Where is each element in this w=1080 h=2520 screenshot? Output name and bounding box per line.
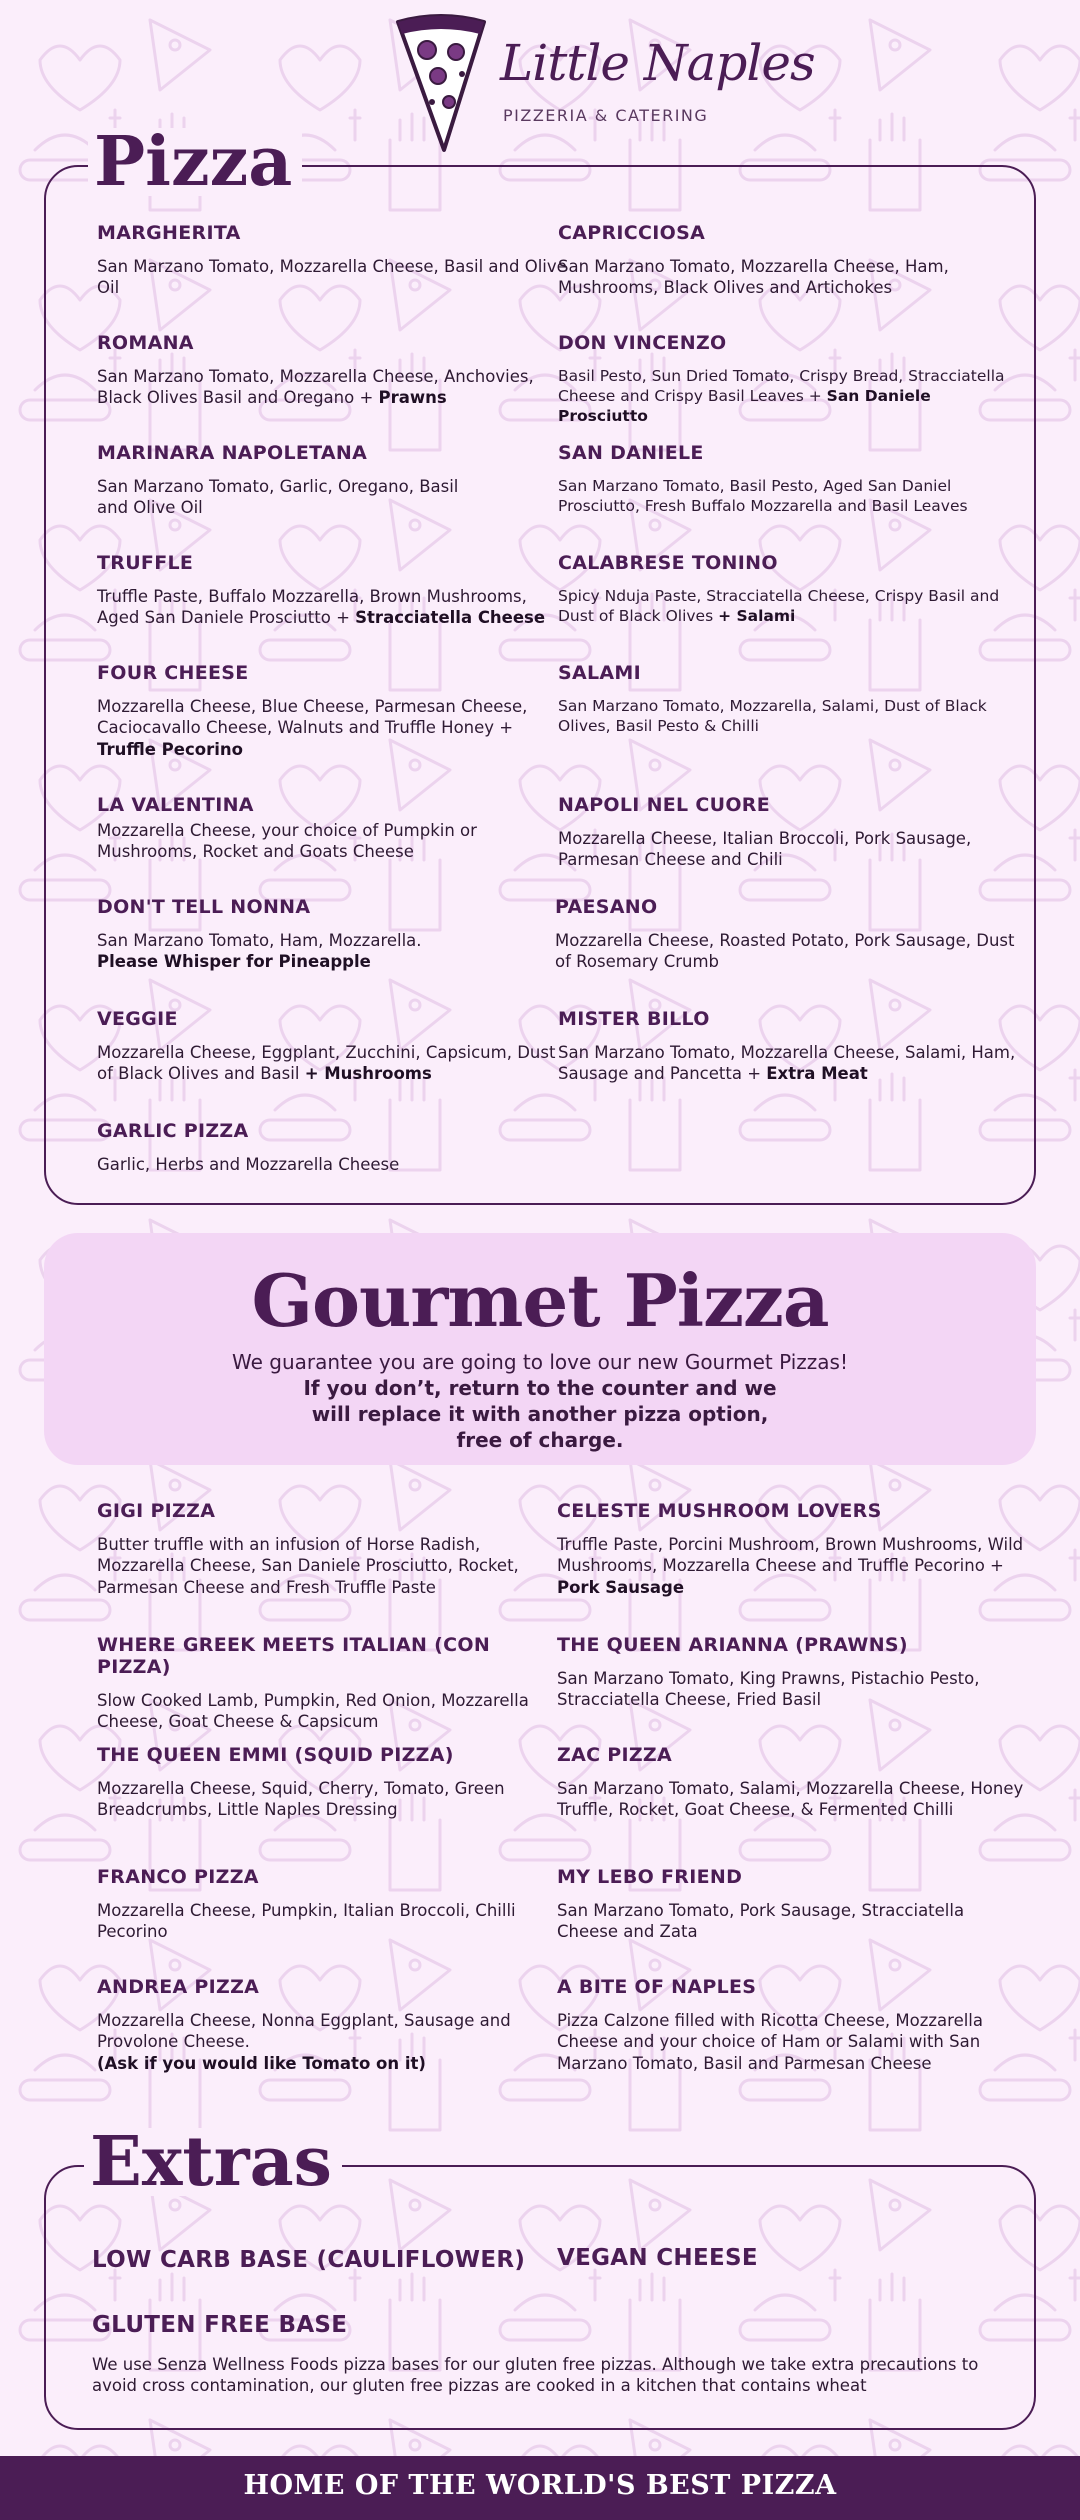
footer-slogan: HOME OF THE WORLD'S BEST PIZZA [243, 2470, 837, 2501]
item-desc: San Marzano Tomato, Salami, Mozzarella Cheese, Honey Truffle, Rocket, Goat Cheese, & Fermented Chilli [557, 1779, 1024, 1820]
item-name: CELESTE MUSHROOM LOVERS [557, 1500, 882, 1522]
item-name: CALABRESE TONINO [558, 552, 778, 574]
item-name: TRUFFLE [97, 552, 194, 574]
menu-item [557, 1634, 1027, 1711]
item-desc: San Marzano Tomato, Garlic, Oregano, Basil and Olive Oil [97, 477, 459, 518]
item-name: WHERE GREEK MEETS ITALIAN (CON PIZZA) [97, 1634, 491, 1678]
item-name: MARGHERITA [97, 222, 241, 244]
item-name: GIGI PIZZA [97, 1500, 216, 1522]
item-desc: Mozzarella Cheese, Squid, Cherry, Tomato, Green Breadcrumbs, Little Naples Dressing [97, 1779, 505, 1820]
item-desc: Mozzarella Cheese, your choice of Pumpkin or Mushrooms, Rocket and Goats Cheese [97, 821, 477, 862]
menu-item [558, 332, 1018, 426]
item-name: MISTER BILLO [558, 1008, 710, 1030]
item-desc: Butter truffle with an infusion of Horse Radish, Mozzarella Cheese, San Daniele Prosciutto, Rocket, Parmesan Cheese and Fresh Truffle Paste [97, 1535, 519, 1597]
item-name: THE QUEEN EMMI (SQUID PIZZA) [97, 1744, 454, 1766]
menu-item [97, 332, 567, 409]
item-desc: San Marzano Tomato, Basil Pesto, Aged San Daniel Prosciutto, Fresh Buffalo Mozzarella and Basil Leaves [558, 477, 968, 516]
menu-item [97, 552, 567, 629]
menu-item [557, 1866, 1027, 1943]
menu-item [97, 222, 567, 299]
item-name: ROMANA [97, 332, 194, 354]
item-name: FOUR CHEESE [97, 662, 249, 684]
item-desc: Mozzarella Cheese, Pumpkin, Italian Broccoli, Chilli Pecorino [97, 1901, 516, 1942]
item-name: A BITE OF NAPLES [557, 1976, 757, 1998]
pizza-section-title: Pizza [88, 128, 302, 196]
pizza-slice-icon [392, 12, 490, 154]
extras-section-title: Extras [84, 2128, 342, 2196]
item-desc: Mozzarella Cheese, Roasted Potato, Pork Sausage, Dust of Rosemary Crumb [555, 931, 1015, 972]
item-name: DON VINCENZO [558, 332, 727, 354]
item-desc: Mozzarella Cheese, Eggplant, Zucchini, Capsicum, Dust of Black Olives and Basil + Mushrooms [97, 1043, 556, 1084]
item-desc: Truffle Paste, Buffalo Mozzarella, Brown Mushrooms, Aged San Daniele Prosciutto + Stracciatella Cheese [97, 587, 546, 628]
menu-item [97, 1120, 567, 1175]
item-desc: Pizza Calzone filled with Ricotta Cheese, Mozzarella Cheese and your choice of Ham or Salami with San Marzano Tomato, Basil and Parmesan Cheese [557, 2011, 984, 2073]
extra-vegan-cheese: VEGAN CHEESE [557, 2245, 758, 2271]
menu-item [97, 1744, 567, 1821]
menu-item [97, 1500, 567, 1598]
brand-tagline: PIZZERIA & CATERING [503, 106, 709, 125]
menu-item [97, 896, 567, 973]
item-desc: Mozzarella Cheese, Nonna Eggplant, Sausage and Provolone Cheese. (Ask if you would like Tomato on it) [97, 2011, 511, 2073]
item-desc: Slow Cooked Lamb, Pumpkin, Red Onion, Mozzarella Cheese, Goat Cheese & Capsicum [97, 1691, 529, 1732]
item-desc: San Marzano Tomato, Mozzarella Cheese, Anchovies, Black Olives Basil and Oregano + Prawns [97, 367, 534, 408]
menu-item [97, 794, 567, 863]
item-desc: San Marzano Tomato, King Prawns, Pistachio Pesto, Stracciatella Cheese, Fried Basil [557, 1669, 980, 1710]
menu-item [557, 1976, 1027, 2074]
item-name: DON'T TELL NONNA [97, 896, 311, 918]
item-name: NAPOLI NEL CUORE [558, 794, 771, 816]
item-name: MARINARA NAPOLETANA [97, 442, 368, 464]
menu-item [97, 442, 567, 519]
menu-item [97, 1008, 567, 1085]
item-name: MY LEBO FRIEND [557, 1866, 743, 1888]
item-desc: Spicy Nduja Paste, Stracciatella Cheese, Crispy Basil and Dust of Black Olives + Salami [558, 587, 1000, 626]
menu-item [557, 1500, 1027, 1598]
item-name: FRANCO PIZZA [97, 1866, 259, 1888]
menu-item [558, 552, 1018, 626]
gourmet-section-title: Gourmet Pizza [251, 1258, 829, 1343]
menu-item [558, 794, 1028, 871]
menu-item [558, 662, 1018, 736]
menu-item [558, 442, 1018, 516]
brand-name: Little Naples [500, 34, 815, 92]
item-name: SALAMI [558, 662, 641, 684]
item-desc: Truffle Paste, Porcini Mushroom, Brown Mushrooms, Wild Mushrooms, Mozzarella Cheese and Truffle Pecorino + Pork Sausage [557, 1535, 1024, 1597]
gourmet-replacement-note: If you don’t, return to the counter and we will replace it with another pizza option, free of charge. [303, 1376, 777, 1452]
menu-item [558, 222, 1028, 299]
item-name: ANDREA PIZZA [97, 1976, 260, 1998]
menu-item [97, 1976, 567, 2074]
menu-item [97, 1634, 567, 1733]
item-name: THE QUEEN ARIANNA (PRAWNS) [557, 1634, 908, 1656]
item-name: ZAC PIZZA [557, 1744, 672, 1766]
item-name: PAESANO [555, 896, 658, 918]
item-desc: Mozzarella Cheese, Blue Cheese, Parmesan Cheese, Caciocavallo Cheese, Walnuts and Truffle Honey + Truffle Pecorino [97, 697, 528, 759]
item-desc: San Marzano Tomato, Ham, Mozzarella. Please Whisper for Pineapple [97, 931, 422, 972]
gourmet-guarantee: We guarantee you are going to love our new Gourmet Pizzas! [232, 1350, 848, 1374]
extra-low-carb-base: LOW CARB BASE (CAULIFLOWER) [92, 2247, 526, 2273]
extra-gluten-free-base: GLUTEN FREE BASE [92, 2312, 348, 2338]
item-name: SAN DANIELE [558, 442, 704, 464]
menu-item [97, 1866, 567, 1943]
item-name: VEGGIE [97, 1008, 178, 1030]
item-desc: Mozzarella Cheese, Italian Broccoli, Pork Sausage, Parmesan Cheese and Chili [558, 829, 972, 870]
menu-item [97, 662, 567, 760]
item-name: LA VALENTINA [97, 794, 254, 816]
item-desc: San Marzano Tomato, Mozzarella Cheese, Basil and Olive Oil [97, 257, 567, 298]
item-name: GARLIC PIZZA [97, 1120, 249, 1142]
item-desc: San Marzano Tomato, Mozzarella Cheese, Salami, Ham, Sausage and Pancetta + Extra Meat [558, 1043, 1016, 1084]
item-desc: Garlic, Herbs and Mozzarella Cheese [97, 1155, 400, 1174]
item-desc: San Marzano Tomato, Pork Sausage, Stracciatella Cheese and Zata [557, 1901, 965, 1942]
item-name: CAPRICCIOSA [558, 222, 706, 244]
item-desc: San Marzano Tomato, Mozzarella, Salami, Dust of Black Olives, Basil Pesto & Chilli [558, 697, 987, 736]
menu-item [555, 896, 1025, 973]
item-desc: Basil Pesto, Sun Dried Tomato, Crispy Bread, Stracciatella Cheese and Crispy Basil Leaves + San Daniele Prosciutto [558, 367, 1005, 426]
menu-item [558, 1008, 1028, 1085]
menu-item [557, 1744, 1027, 1821]
gluten-free-note: We use Senza Wellness Foods pizza bases for our gluten free pizzas. Although we take extra precautions to avoid cross contamination, our gluten free pizzas are cooked in a kitchen that contains wheat [92, 2355, 979, 2396]
item-desc: San Marzano Tomato, Mozzarella Cheese, Ham, Mushrooms, Black Olives and Artichokes [558, 257, 949, 298]
